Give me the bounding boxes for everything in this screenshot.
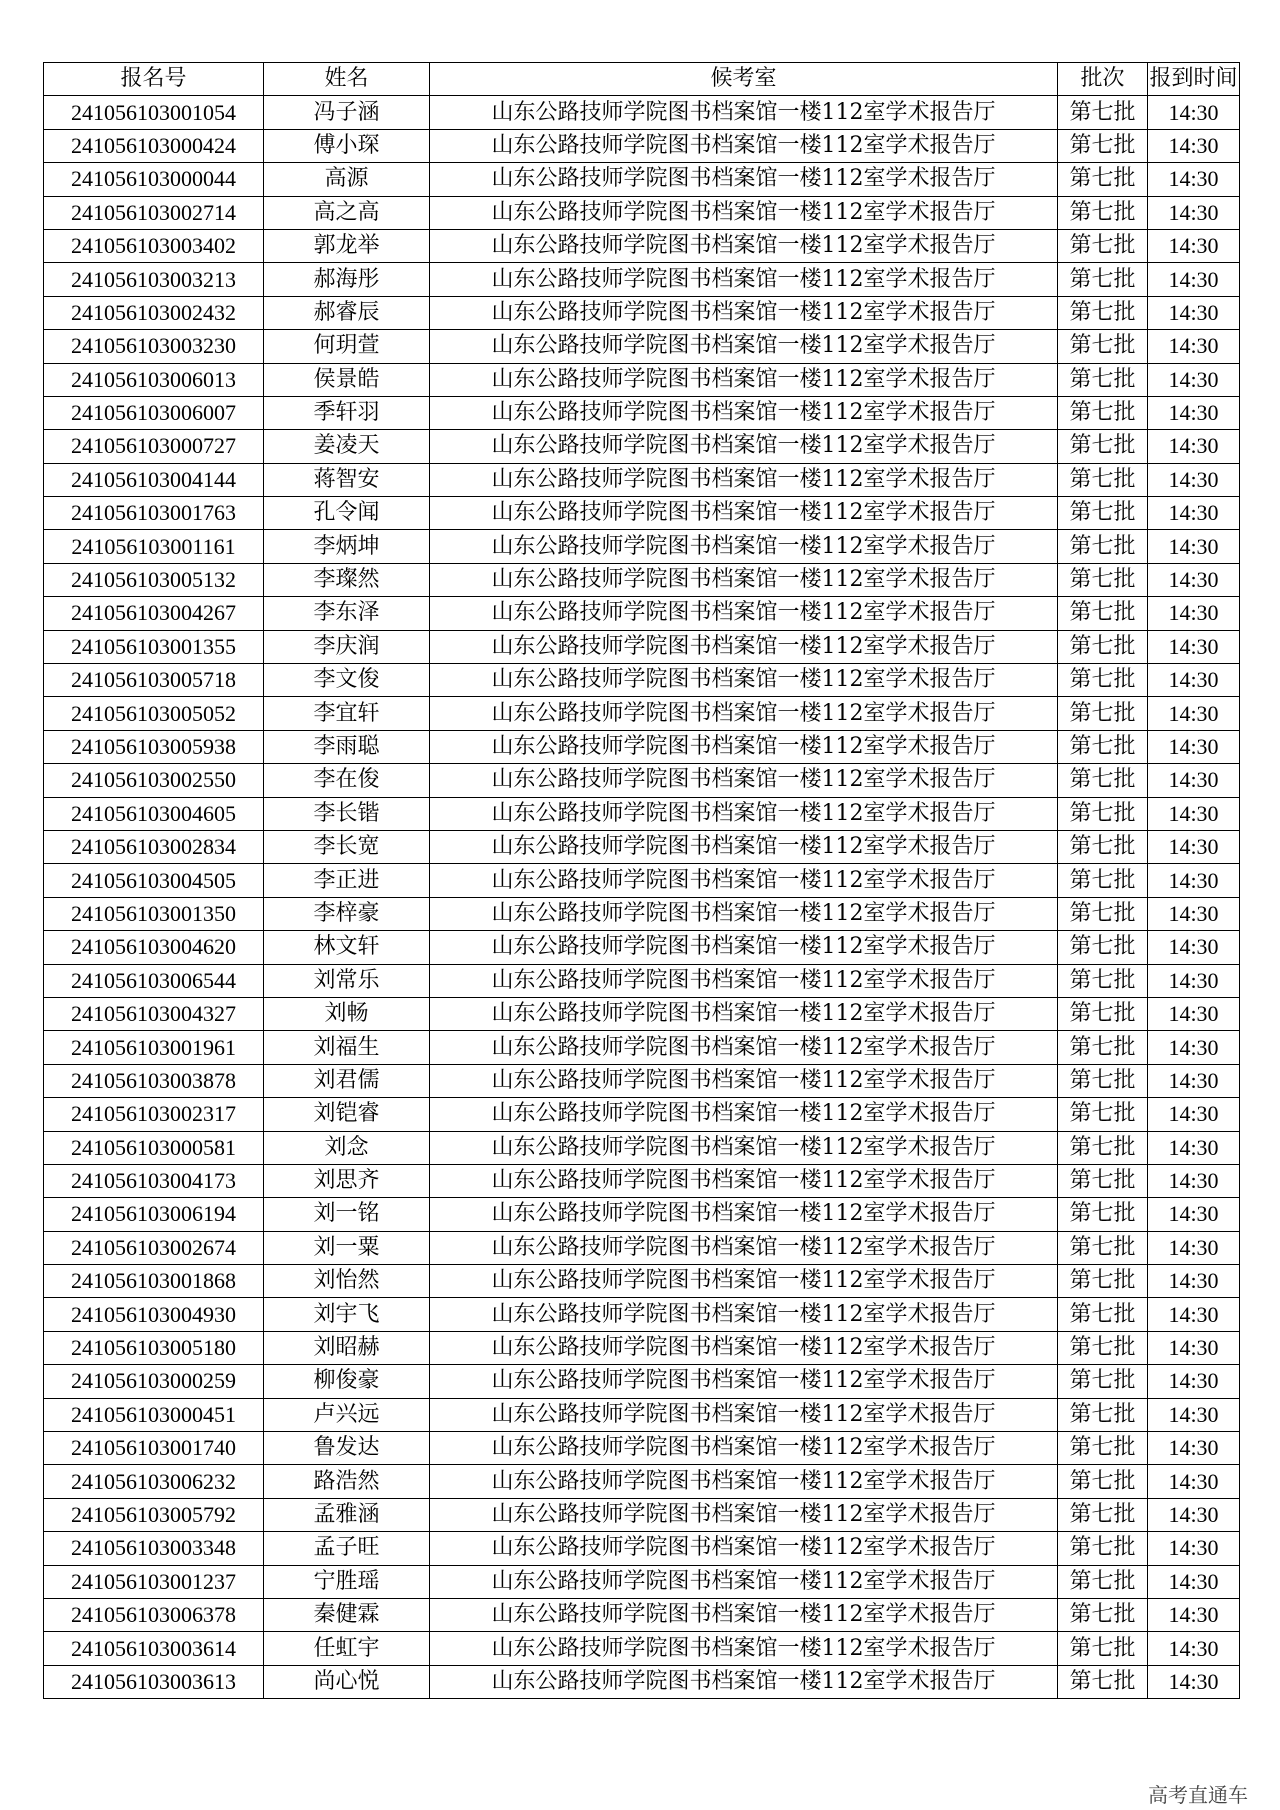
batch-cell: 第七批 — [1058, 664, 1148, 697]
registration-number-cell: 241056103004173 — [44, 1164, 264, 1197]
table-row — [44, 597, 1240, 630]
table-row — [44, 463, 1240, 496]
registration-number-cell: 241056103005938 — [44, 730, 264, 763]
waiting-room-cell: 山东公路技师学院图书档案馆一楼112室学术报告厅 — [430, 730, 1058, 763]
name-cell: 高之高 — [264, 196, 430, 229]
waiting-room-cell: 山东公路技师学院图书档案馆一楼112室学术报告厅 — [430, 530, 1058, 563]
check-in-time-cell: 14:30 — [1148, 530, 1240, 563]
registration-number-cell: 241056103001350 — [44, 897, 264, 930]
check-in-time-cell: 14:30 — [1148, 1465, 1240, 1498]
table-row — [44, 664, 1240, 697]
check-in-time-cell: 14:30 — [1148, 1098, 1240, 1131]
batch-cell: 第七批 — [1058, 1665, 1148, 1698]
waiting-room-cell: 山东公路技师学院图书档案馆一楼112室学术报告厅 — [430, 229, 1058, 262]
waiting-room-cell: 山东公路技师学院图书档案馆一楼112室学术报告厅 — [430, 897, 1058, 930]
table-row — [44, 630, 1240, 663]
batch-cell: 第七批 — [1058, 730, 1148, 763]
name-cell: 蒋智安 — [264, 463, 430, 496]
registration-number-cell: 241056103000581 — [44, 1131, 264, 1164]
registration-number-cell: 241056103003878 — [44, 1064, 264, 1097]
batch-cell: 第七批 — [1058, 497, 1148, 530]
registration-number-cell: 241056103001054 — [44, 96, 264, 129]
batch-cell: 第七批 — [1058, 430, 1148, 463]
table-row — [44, 964, 1240, 997]
table-row — [44, 196, 1240, 229]
waiting-room-cell: 山东公路技师学院图书档案馆一楼112室学术报告厅 — [430, 497, 1058, 530]
check-in-time-cell: 14:30 — [1148, 1432, 1240, 1465]
registration-number-cell: 241056103005792 — [44, 1498, 264, 1531]
table-row — [44, 997, 1240, 1030]
table-row — [44, 1198, 1240, 1231]
table-row — [44, 163, 1240, 196]
check-in-time-cell: 14:30 — [1148, 263, 1240, 296]
waiting-room-cell: 山东公路技师学院图书档案馆一楼112室学术报告厅 — [430, 1598, 1058, 1631]
registration-number-cell: 241056103006013 — [44, 363, 264, 396]
table-row — [44, 1298, 1240, 1331]
batch-cell: 第七批 — [1058, 1231, 1148, 1264]
waiting-room-cell: 山东公路技师学院图书档案馆一楼112室学术报告厅 — [430, 1164, 1058, 1197]
waiting-room-cell: 山东公路技师学院图书档案馆一楼112室学术报告厅 — [430, 830, 1058, 863]
name-cell: 姜凌天 — [264, 430, 430, 463]
batch-cell: 第七批 — [1058, 1031, 1148, 1064]
check-in-time-cell: 14:30 — [1148, 1265, 1240, 1298]
name-cell: 傅小琛 — [264, 129, 430, 162]
batch-cell: 第七批 — [1058, 163, 1148, 196]
check-in-time-cell: 14:30 — [1148, 697, 1240, 730]
check-in-time-cell: 14:30 — [1148, 430, 1240, 463]
name-cell: 路浩然 — [264, 1465, 430, 1498]
waiting-room-cell: 山东公路技师学院图书档案馆一楼112室学术报告厅 — [430, 797, 1058, 830]
name-cell: 鲁发达 — [264, 1432, 430, 1465]
table-row — [44, 1598, 1240, 1631]
batch-cell: 第七批 — [1058, 597, 1148, 630]
check-in-time-cell: 14:30 — [1148, 1665, 1240, 1698]
table-row — [44, 363, 1240, 396]
table-row — [44, 1164, 1240, 1197]
batch-cell: 第七批 — [1058, 196, 1148, 229]
waiting-room-cell: 山东公路技师学院图书档案馆一楼112室学术报告厅 — [430, 196, 1058, 229]
waiting-room-cell: 山东公路技师学院图书档案馆一楼112室学术报告厅 — [430, 263, 1058, 296]
table-row — [44, 1098, 1240, 1131]
registration-number-cell: 241056103006378 — [44, 1598, 264, 1631]
name-cell: 刘一铭 — [264, 1198, 430, 1231]
check-in-time-cell: 14:30 — [1148, 1198, 1240, 1231]
name-cell: 柳俊豪 — [264, 1365, 430, 1398]
registration-number-cell: 241056103000451 — [44, 1398, 264, 1431]
name-cell: 尚心悦 — [264, 1665, 430, 1698]
batch-cell: 第七批 — [1058, 964, 1148, 997]
registration-number-cell: 241056103002834 — [44, 830, 264, 863]
check-in-time-cell: 14:30 — [1148, 830, 1240, 863]
waiting-room-cell: 山东公路技师学院图书档案馆一楼112室学术报告厅 — [430, 1365, 1058, 1398]
name-cell: 郭龙举 — [264, 229, 430, 262]
table-row — [44, 497, 1240, 530]
name-cell: 李宜轩 — [264, 697, 430, 730]
registration-number-cell: 241056103004620 — [44, 931, 264, 964]
name-cell: 刘怡然 — [264, 1265, 430, 1298]
registration-number-cell: 241056103005180 — [44, 1331, 264, 1364]
batch-cell: 第七批 — [1058, 1532, 1148, 1565]
name-cell: 李东泽 — [264, 597, 430, 630]
table-row — [44, 129, 1240, 162]
table-row — [44, 1465, 1240, 1498]
registration-number-cell: 241056103000259 — [44, 1365, 264, 1398]
batch-cell: 第七批 — [1058, 1398, 1148, 1431]
name-cell: 李炳坤 — [264, 530, 430, 563]
name-cell: 李璨然 — [264, 563, 430, 596]
batch-cell: 第七批 — [1058, 396, 1148, 429]
batch-cell: 第七批 — [1058, 330, 1148, 363]
batch-cell: 第七批 — [1058, 296, 1148, 329]
table-row — [44, 1031, 1240, 1064]
table-row — [44, 396, 1240, 429]
waiting-room-cell: 山东公路技师学院图书档案馆一楼112室学术报告厅 — [430, 163, 1058, 196]
waiting-room-cell: 山东公路技师学院图书档案馆一楼112室学术报告厅 — [430, 330, 1058, 363]
batch-cell: 第七批 — [1058, 463, 1148, 496]
registration-number-cell: 241056103006544 — [44, 964, 264, 997]
table-header-row — [44, 63, 1240, 96]
name-cell: 郝海彤 — [264, 263, 430, 296]
table-row — [44, 764, 1240, 797]
registration-number-cell: 241056103004505 — [44, 864, 264, 897]
batch-cell: 第七批 — [1058, 129, 1148, 162]
check-in-time-cell: 14:30 — [1148, 1398, 1240, 1431]
waiting-room-cell: 山东公路技师学院图书档案馆一楼112室学术报告厅 — [430, 1198, 1058, 1231]
candidate-table — [43, 62, 1240, 1699]
waiting-room-cell: 山东公路技师学院图书档案馆一楼112室学术报告厅 — [430, 1331, 1058, 1364]
waiting-room-cell: 山东公路技师学院图书档案馆一楼112室学术报告厅 — [430, 1665, 1058, 1698]
name-cell: 李文俊 — [264, 664, 430, 697]
waiting-room-cell: 山东公路技师学院图书档案馆一楼112室学术报告厅 — [430, 1632, 1058, 1665]
batch-cell: 第七批 — [1058, 997, 1148, 1030]
name-cell: 刘念 — [264, 1131, 430, 1164]
name-cell: 何玥萱 — [264, 330, 430, 363]
name-cell: 李庆润 — [264, 630, 430, 663]
batch-cell: 第七批 — [1058, 764, 1148, 797]
registration-number-cell: 241056103002714 — [44, 196, 264, 229]
waiting-room-cell: 山东公路技师学院图书档案馆一楼112室学术报告厅 — [430, 96, 1058, 129]
name-cell: 侯景皓 — [264, 363, 430, 396]
batch-cell: 第七批 — [1058, 1098, 1148, 1131]
check-in-time-cell: 14:30 — [1148, 1031, 1240, 1064]
table-row — [44, 96, 1240, 129]
registration-number-cell: 241056103006232 — [44, 1465, 264, 1498]
check-in-time-cell: 14:30 — [1148, 897, 1240, 930]
name-cell: 孟雅涵 — [264, 1498, 430, 1531]
waiting-room-cell: 山东公路技师学院图书档案馆一楼112室学术报告厅 — [430, 1432, 1058, 1465]
table-row — [44, 530, 1240, 563]
check-in-time-cell: 14:30 — [1148, 931, 1240, 964]
check-in-time-cell: 14:30 — [1148, 1365, 1240, 1398]
table-row — [44, 1565, 1240, 1598]
batch-cell: 第七批 — [1058, 263, 1148, 296]
watermark-text: 高考直通车 — [1148, 1783, 1248, 1807]
table-row — [44, 430, 1240, 463]
waiting-room-cell: 山东公路技师学院图书档案馆一楼112室学术报告厅 — [430, 1131, 1058, 1164]
waiting-room-cell: 山东公路技师学院图书档案馆一楼112室学术报告厅 — [430, 697, 1058, 730]
registration-number-cell: 241056103002432 — [44, 296, 264, 329]
waiting-room-cell: 山东公路技师学院图书档案馆一楼112室学术报告厅 — [430, 296, 1058, 329]
check-in-time-cell: 14:30 — [1148, 1231, 1240, 1264]
registration-number-cell: 241056103001161 — [44, 530, 264, 563]
registration-number-cell: 241056103003402 — [44, 229, 264, 262]
waiting-room-cell: 山东公路技师学院图书档案馆一楼112室学术报告厅 — [430, 129, 1058, 162]
name-cell: 刘铠睿 — [264, 1098, 430, 1131]
name-cell: 李在俊 — [264, 764, 430, 797]
name-cell: 李长宽 — [264, 830, 430, 863]
registration-number-cell: 241056103001740 — [44, 1432, 264, 1465]
batch-cell: 第七批 — [1058, 530, 1148, 563]
registration-number-cell: 241056103003213 — [44, 263, 264, 296]
batch-cell: 第七批 — [1058, 229, 1148, 262]
table-row — [44, 1665, 1240, 1698]
registration-number-cell: 241056103002550 — [44, 764, 264, 797]
waiting-room-cell: 山东公路技师学院图书档案馆一楼112室学术报告厅 — [430, 1098, 1058, 1131]
name-cell: 刘福生 — [264, 1031, 430, 1064]
name-cell: 秦健霖 — [264, 1598, 430, 1631]
check-in-time-cell: 14:30 — [1148, 764, 1240, 797]
name-cell: 刘君儒 — [264, 1064, 430, 1097]
name-cell: 刘畅 — [264, 997, 430, 1030]
check-in-time-cell: 14:30 — [1148, 597, 1240, 630]
check-in-time-cell: 14:30 — [1148, 497, 1240, 530]
check-in-time-cell: 14:30 — [1148, 1164, 1240, 1197]
table-row — [44, 730, 1240, 763]
registration-number-cell: 241056103004267 — [44, 597, 264, 630]
check-in-time-cell: 14:30 — [1148, 96, 1240, 129]
check-in-time-cell: 14:30 — [1148, 730, 1240, 763]
registration-number-cell: 241056103002317 — [44, 1098, 264, 1131]
registration-number-cell: 241056103002674 — [44, 1231, 264, 1264]
header-check-in-time: 报到时间 — [1148, 63, 1240, 96]
name-cell: 季轩羽 — [264, 396, 430, 429]
table-row — [44, 1532, 1240, 1565]
check-in-time-cell: 14:30 — [1148, 396, 1240, 429]
check-in-time-cell: 14:30 — [1148, 1565, 1240, 1598]
name-cell: 卢兴远 — [264, 1398, 430, 1431]
waiting-room-cell: 山东公路技师学院图书档案馆一楼112室学术报告厅 — [430, 1465, 1058, 1498]
table-row — [44, 1131, 1240, 1164]
registration-number-cell: 241056103003614 — [44, 1632, 264, 1665]
check-in-time-cell: 14:30 — [1148, 229, 1240, 262]
batch-cell: 第七批 — [1058, 897, 1148, 930]
registration-number-cell: 241056103000424 — [44, 129, 264, 162]
batch-cell: 第七批 — [1058, 563, 1148, 596]
batch-cell: 第七批 — [1058, 1164, 1148, 1197]
batch-cell: 第七批 — [1058, 1331, 1148, 1364]
table-row — [44, 563, 1240, 596]
batch-cell: 第七批 — [1058, 1432, 1148, 1465]
batch-cell: 第七批 — [1058, 1598, 1148, 1631]
name-cell: 冯子涵 — [264, 96, 430, 129]
check-in-time-cell: 14:30 — [1148, 1632, 1240, 1665]
header-waiting-room: 候考室 — [430, 63, 1058, 96]
registration-number-cell: 241056103004327 — [44, 997, 264, 1030]
table-body — [44, 96, 1240, 1699]
table-row — [44, 1432, 1240, 1465]
check-in-time-cell: 14:30 — [1148, 1498, 1240, 1531]
waiting-room-cell: 山东公路技师学院图书档案馆一楼112室学术报告厅 — [430, 664, 1058, 697]
check-in-time-cell: 14:30 — [1148, 363, 1240, 396]
check-in-time-cell: 14:30 — [1148, 129, 1240, 162]
batch-cell: 第七批 — [1058, 797, 1148, 830]
registration-number-cell: 241056103003230 — [44, 330, 264, 363]
batch-cell: 第七批 — [1058, 1131, 1148, 1164]
header-batch: 批次 — [1058, 63, 1148, 96]
batch-cell: 第七批 — [1058, 1465, 1148, 1498]
registration-number-cell: 241056103001868 — [44, 1265, 264, 1298]
name-cell: 孟子旺 — [264, 1532, 430, 1565]
check-in-time-cell: 14:30 — [1148, 997, 1240, 1030]
check-in-time-cell: 14:30 — [1148, 196, 1240, 229]
batch-cell: 第七批 — [1058, 630, 1148, 663]
waiting-room-cell: 山东公路技师学院图书档案馆一楼112室学术报告厅 — [430, 1498, 1058, 1531]
check-in-time-cell: 14:30 — [1148, 330, 1240, 363]
waiting-room-cell: 山东公路技师学院图书档案馆一楼112室学术报告厅 — [430, 1298, 1058, 1331]
batch-cell: 第七批 — [1058, 697, 1148, 730]
batch-cell: 第七批 — [1058, 864, 1148, 897]
registration-number-cell: 241056103000727 — [44, 430, 264, 463]
table-row — [44, 1231, 1240, 1264]
table-row — [44, 1398, 1240, 1431]
name-cell: 刘昭赫 — [264, 1331, 430, 1364]
table-row — [44, 1365, 1240, 1398]
waiting-room-cell: 山东公路技师学院图书档案馆一楼112室学术报告厅 — [430, 430, 1058, 463]
registration-number-cell: 241056103001355 — [44, 630, 264, 663]
batch-cell: 第七批 — [1058, 1265, 1148, 1298]
waiting-room-cell: 山东公路技师学院图书档案馆一楼112室学术报告厅 — [430, 931, 1058, 964]
check-in-time-cell: 14:30 — [1148, 563, 1240, 596]
table-row — [44, 864, 1240, 897]
name-cell: 刘宇飞 — [264, 1298, 430, 1331]
table-row — [44, 897, 1240, 930]
check-in-time-cell: 14:30 — [1148, 1064, 1240, 1097]
table-row — [44, 1632, 1240, 1665]
registration-number-cell: 241056103005052 — [44, 697, 264, 730]
check-in-time-cell: 14:30 — [1148, 797, 1240, 830]
header-name: 姓名 — [264, 63, 430, 96]
batch-cell: 第七批 — [1058, 1064, 1148, 1097]
check-in-time-cell: 14:30 — [1148, 964, 1240, 997]
name-cell: 李长锴 — [264, 797, 430, 830]
table-row — [44, 296, 1240, 329]
batch-cell: 第七批 — [1058, 1198, 1148, 1231]
batch-cell: 第七批 — [1058, 363, 1148, 396]
check-in-time-cell: 14:30 — [1148, 463, 1240, 496]
waiting-room-cell: 山东公路技师学院图书档案馆一楼112室学术报告厅 — [430, 1031, 1058, 1064]
name-cell: 孔令闻 — [264, 497, 430, 530]
waiting-room-cell: 山东公路技师学院图书档案馆一楼112室学术报告厅 — [430, 1532, 1058, 1565]
waiting-room-cell: 山东公路技师学院图书档案馆一楼112室学术报告厅 — [430, 764, 1058, 797]
table-row — [44, 1498, 1240, 1531]
name-cell: 刘一粟 — [264, 1231, 430, 1264]
registration-number-cell: 241056103003348 — [44, 1532, 264, 1565]
batch-cell: 第七批 — [1058, 830, 1148, 863]
registration-number-cell: 241056103006194 — [44, 1198, 264, 1231]
registration-number-cell: 241056103004144 — [44, 463, 264, 496]
registration-number-cell: 241056103005718 — [44, 664, 264, 697]
batch-cell: 第七批 — [1058, 1632, 1148, 1665]
check-in-time-cell: 14:30 — [1148, 1532, 1240, 1565]
waiting-room-cell: 山东公路技师学院图书档案馆一楼112室学术报告厅 — [430, 997, 1058, 1030]
check-in-time-cell: 14:30 — [1148, 1598, 1240, 1631]
table-row — [44, 931, 1240, 964]
registration-number-cell: 241056103004930 — [44, 1298, 264, 1331]
header-registration-number: 报名号 — [44, 63, 264, 96]
registration-number-cell: 241056103006007 — [44, 396, 264, 429]
batch-cell: 第七批 — [1058, 1565, 1148, 1598]
batch-cell: 第七批 — [1058, 1298, 1148, 1331]
waiting-room-cell: 山东公路技师学院图书档案馆一楼112室学术报告厅 — [430, 1265, 1058, 1298]
waiting-room-cell: 山东公路技师学院图书档案馆一楼112室学术报告厅 — [430, 864, 1058, 897]
name-cell: 任虹宇 — [264, 1632, 430, 1665]
table-row — [44, 263, 1240, 296]
table-row — [44, 830, 1240, 863]
registration-number-cell: 241056103001237 — [44, 1565, 264, 1598]
registration-number-cell: 241056103001763 — [44, 497, 264, 530]
waiting-room-cell: 山东公路技师学院图书档案馆一楼112室学术报告厅 — [430, 463, 1058, 496]
waiting-room-cell: 山东公路技师学院图书档案馆一楼112室学术报告厅 — [430, 1064, 1058, 1097]
name-cell: 刘思齐 — [264, 1164, 430, 1197]
batch-cell: 第七批 — [1058, 96, 1148, 129]
check-in-time-cell: 14:30 — [1148, 163, 1240, 196]
table-row — [44, 1331, 1240, 1364]
name-cell: 刘常乐 — [264, 964, 430, 997]
waiting-room-cell: 山东公路技师学院图书档案馆一楼112室学术报告厅 — [430, 1398, 1058, 1431]
table-row — [44, 1064, 1240, 1097]
name-cell: 李梓豪 — [264, 897, 430, 930]
registration-number-cell: 241056103004605 — [44, 797, 264, 830]
batch-cell: 第七批 — [1058, 931, 1148, 964]
waiting-room-cell: 山东公路技师学院图书档案馆一楼112室学术报告厅 — [430, 1565, 1058, 1598]
registration-number-cell: 241056103000044 — [44, 163, 264, 196]
registration-number-cell: 241056103005132 — [44, 563, 264, 596]
check-in-time-cell: 14:30 — [1148, 1298, 1240, 1331]
waiting-room-cell: 山东公路技师学院图书档案馆一楼112室学术报告厅 — [430, 1231, 1058, 1264]
check-in-time-cell: 14:30 — [1148, 630, 1240, 663]
table-row — [44, 1265, 1240, 1298]
table-row — [44, 229, 1240, 262]
check-in-time-cell: 14:30 — [1148, 864, 1240, 897]
waiting-room-cell: 山东公路技师学院图书档案馆一楼112室学术报告厅 — [430, 597, 1058, 630]
check-in-time-cell: 14:30 — [1148, 1331, 1240, 1364]
name-cell: 林文轩 — [264, 931, 430, 964]
name-cell: 高源 — [264, 163, 430, 196]
check-in-time-cell: 14:30 — [1148, 664, 1240, 697]
registration-number-cell: 241056103003613 — [44, 1665, 264, 1698]
waiting-room-cell: 山东公路技师学院图书档案馆一楼112室学术报告厅 — [430, 964, 1058, 997]
registration-number-cell: 241056103001961 — [44, 1031, 264, 1064]
table-row — [44, 330, 1240, 363]
waiting-room-cell: 山东公路技师学院图书档案馆一楼112室学术报告厅 — [430, 563, 1058, 596]
batch-cell: 第七批 — [1058, 1365, 1148, 1398]
waiting-room-cell: 山东公路技师学院图书档案馆一楼112室学术报告厅 — [430, 630, 1058, 663]
check-in-time-cell: 14:30 — [1148, 1131, 1240, 1164]
table-row — [44, 797, 1240, 830]
waiting-room-cell: 山东公路技师学院图书档案馆一楼112室学术报告厅 — [430, 396, 1058, 429]
batch-cell: 第七批 — [1058, 1498, 1148, 1531]
table-row — [44, 697, 1240, 730]
name-cell: 李正进 — [264, 864, 430, 897]
check-in-time-cell: 14:30 — [1148, 296, 1240, 329]
name-cell: 郝睿辰 — [264, 296, 430, 329]
name-cell: 宁胜瑶 — [264, 1565, 430, 1598]
name-cell: 李雨聪 — [264, 730, 430, 763]
waiting-room-cell: 山东公路技师学院图书档案馆一楼112室学术报告厅 — [430, 363, 1058, 396]
